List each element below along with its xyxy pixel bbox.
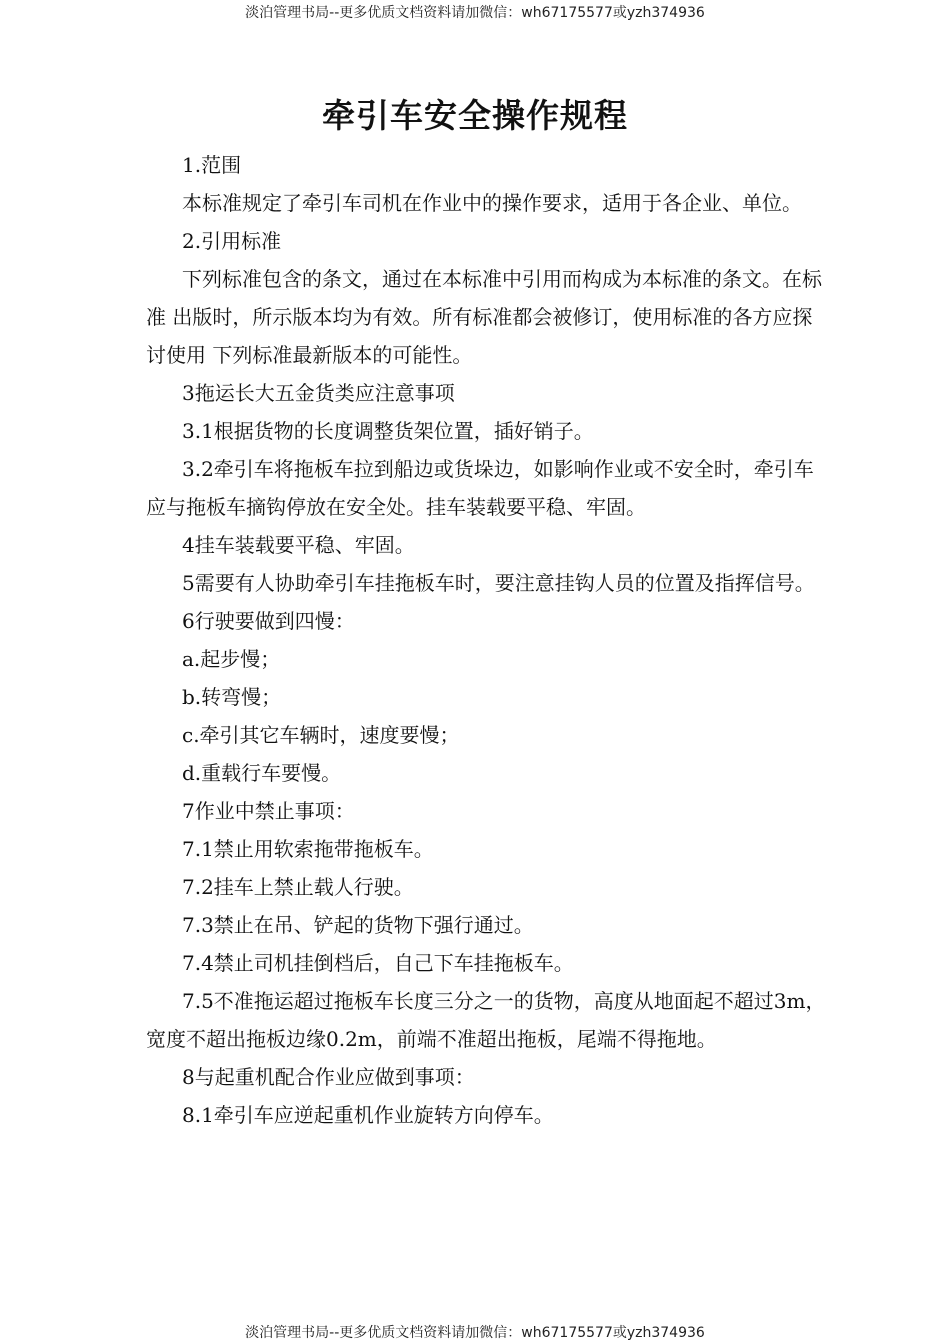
document-body [146, 146, 826, 1134]
paragraph: 2.引用标准 [182, 229, 282, 253]
paragraph: 7作业中禁止事项： [182, 799, 355, 823]
paragraph: 7.3禁止在吊、铲起的货物下强行通过。 [182, 913, 534, 937]
paragraph: 3.1根据货物的长度调整货架位置，插好销子。 [182, 419, 594, 443]
paragraph: 7.4禁止司机挂倒档后，自己下车挂拖板车。 [182, 951, 574, 975]
paragraph: 8.1牵引车应逆起重机作业旋转方向停车。 [182, 1103, 554, 1127]
page-header: 淡泊管理书局--更多优质文档资料请加微信：wh67175577或yzh374936 [245, 5, 705, 21]
paragraph: 7.2挂车上禁止载人行驶。 [182, 875, 414, 899]
paragraph: 5需要有人协助牵引车挂拖板车时，要注意挂钩人员的位置及指挥信号。 [182, 571, 815, 595]
paragraph: 本标准规定了牵引车司机在作业中的操作要求，适用于各企业、单位。 [182, 191, 802, 215]
paragraph: b.转弯慢； [182, 685, 282, 709]
paragraph: 7.5不准拖运超过拖板车长度三分之一的货物，高度从地面起不超过3m， 宽度不超出拖板边缘0.2m，前端不准超出拖板，尾端不得拖地。 [146, 989, 826, 1051]
paragraph: 4挂车装载要平稳、牢固。 [182, 533, 415, 557]
document-title: 牵引车安全操作规程 [322, 96, 628, 135]
paragraph: a.起步慢； [182, 647, 281, 671]
paragraph: 6行驶要做到四慢： [182, 609, 355, 633]
paragraph: 下列标准包含的条文，通过在本标准中引用而构成为本标准的条文。在标准 出版时，所示版本均为有效。所有标准都会被修订，使用标准的各方应探讨使用 下列标准最新版本的可能性。 [146, 267, 822, 367]
paragraph: d.重载行车要慢。 [182, 761, 342, 785]
paragraph: 3.2牵引车将拖板车拉到船边或货垛边，如影响作业或不安全时，牵引车 应与拖板车摘钩停放在安全处。挂车装载要平稳、牢固。 [146, 457, 814, 519]
paragraph: 1.范围 [182, 153, 242, 177]
paragraph: 8与起重机配合作业应做到事项： [182, 1065, 475, 1089]
page-footer: 淡泊管理书局--更多优质文档资料请加微信：wh67175577或yzh374936 [245, 1325, 705, 1341]
paragraph: c.牵引其它车辆时，速度要慢； [182, 723, 460, 747]
paragraph: 7.1禁止用软索拖带拖板车。 [182, 837, 434, 861]
paragraph: 3拖运长大五金货类应注意事项 [182, 381, 455, 405]
